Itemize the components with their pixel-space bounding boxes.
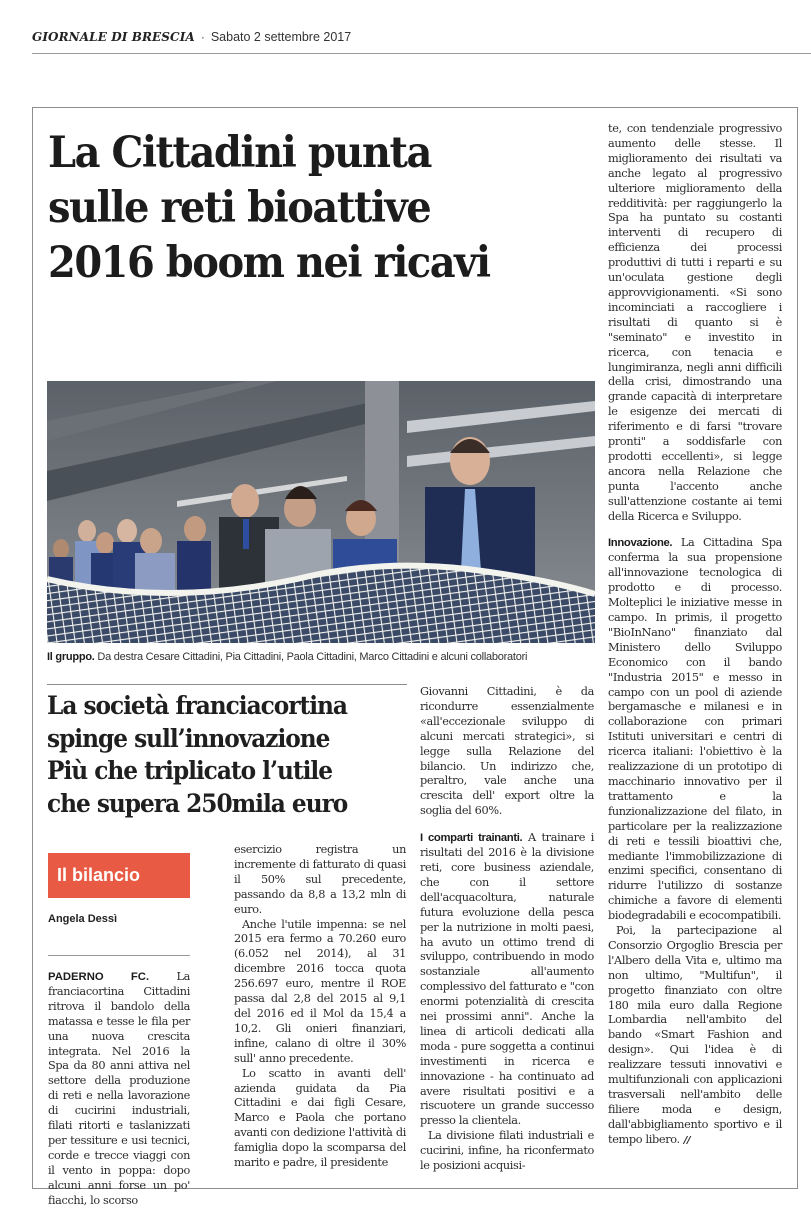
paragraph: [608, 536, 782, 924]
article-column-3: [420, 685, 594, 1174]
group-photo-illustration: [47, 381, 595, 643]
caption-label: Il gruppo.: [47, 651, 95, 663]
author-byline: Angela Dessì: [48, 913, 118, 925]
pillar: [365, 381, 399, 561]
article-column-1: [48, 970, 190, 1209]
article-headline: [48, 126, 560, 291]
paragraph: [420, 831, 594, 1129]
page-header: [32, 30, 811, 54]
article-column-2: [234, 843, 406, 1171]
newspaper-name: GIORNALE DI BRESCIA: [32, 30, 195, 44]
section-kicker: Innovazione.: [608, 537, 673, 550]
header-separator: ·: [200, 30, 205, 44]
paragraph: La divisione filati industriali e cucirini, infine, ha riconfermato le posizioni acquisi-: [420, 1129, 594, 1173]
subhead-line: Più che triplicato l’utile: [47, 756, 333, 785]
photo-caption: [47, 651, 607, 663]
divider: [48, 955, 190, 956]
dateline: PADERNO FC.: [48, 971, 150, 983]
section-kicker: I comparti trainanti.: [420, 832, 523, 845]
paragraph-text: La franciacortina Cittadini ritrova il bandolo della matassa e tesse le fila per una nuova crescita integrata. Nel 2016 la Spa da 80 anni attiva nel settore della produzione di reti e nella lavorazione di cucirini industriali, filati ritorti e taslanizzati per tessiture e usi tecnici, corde e trecce viaggi con il vento in poppa: dopo alcuni anni forse un po' fiacchi, lo scorso: [48, 970, 190, 1207]
spacer: [608, 524, 782, 536]
headline-line: 2016 boom nei ricavi: [48, 238, 490, 288]
spacer: [420, 819, 594, 831]
paragraph: esercizio registra un incremente di fatturato di quasi il 50% sul precedente, passando da 8,8 a 13,2 mln di euro.: [234, 843, 406, 916]
headline-line: sulle reti bioattive: [48, 183, 431, 233]
article-column-4: [608, 122, 782, 1149]
paragraph-text: A trainare i risultati del 2016 è la divisione reti, core business aziendale, che con il settore dell'acquacoltura, naturale futura evoluzione della pesca per la nutrizione in molti paesi, ha avuto un ottimo trend di sviluppo, contribuendo in modo sostanziale all'aumento complessivo del fatturato e "con enormi potenzialità di crescita nei prossimi anni". Anche la linea di articoli dedicati alla moda - pure soggetta a continui investimenti in ricerca e innovazione - ha continuato ad avere risultati positivi e a riscuotere un grande successo presso la clientela.: [420, 831, 594, 1128]
subhead-line: La società franciacortina: [47, 691, 347, 720]
publication-date: Sabato 2 settembre 2017: [210, 30, 352, 44]
paragraph: Giovanni Cittadini, è da ricondurre essenzialmente «all'eccezionale sviluppo di alcuni mercati strategici», si legge sulla Relazione del bilancio. Un indirizzo che, peraltro, vale anche una crescita dell' export oltre la soglia del 60%.: [420, 685, 594, 818]
headline-line: La Cittadini punta: [48, 128, 431, 178]
subhead-line: spinge sull’innovazione: [47, 723, 330, 753]
divider: [47, 684, 407, 685]
paragraph-text: Poi, la partecipazione al Consorzio Orgoglio Brescia per l'Albero della Vita e, ultimo ma non ultimo, "Multifun", il progetto finanziato con oltre 180 mila euro dalla Regione Lombardia nell'ambito del bando «Smart Fashion and design». Qui l'idea è di realizzare tessuti innovativi e multifunzionali con applicazioni trasversali nell'ambito delle filiere moda e design, dall'abbigliamento sportivo e il tempo libero.: [608, 924, 782, 1146]
paragraph: [48, 970, 190, 1209]
caption-text: Da destra Cesare Cittadini, Pia Cittadini, Paola Cittadini, Marco Cittadini e alcuni collaboratori: [94, 651, 528, 663]
paragraph: Lo scatto in avanti dell' azienda guidata da Pia Cittadini e dai figli Cesare, Marco e Paola che portano avanti con dedizione l'attività di famiglia dopo la scomparsa del marito e padre, il presidente: [234, 1066, 406, 1170]
article-photo: [47, 381, 595, 643]
paragraph: te, con tendenziale progressivo aumento delle stesse. Il miglioramento dei risultati va anche legato al progressivo ulteriore miglioramento della redditività: per raggiungerlo la Spa ha puntato su costanti interventi di recupero di efficienza dei processi produttivi di tutti i reparti e su un'oculata gestione degli approvvigionamenti. «Si sono incominciati a raccogliere i risultati di quanto si è "seminato" e investito in ricerca, con tenacia e lungimiranza, negli anni difficili della crisi, dimostrando una grande capacità di interpretare le esigenze dei mercati di riferimento e di farsi "trovare pronti" a soddisfarle con prodotti eccellenti», si legge ancora nella Relazione che punta l'accento anche sull'attenzione costante ai temi della Ricerca e Sviluppo.: [608, 122, 782, 523]
paragraph: [608, 924, 782, 1149]
section-badge: Il bilancio: [48, 853, 190, 898]
paragraph: Anche l'utile impenna: se nel 2015 era fermo a 70.260 euro (6.052 nel 2014), al 31 dicembre 2016 tocca quota 256.697 euro, mentre il ROE passa dal 2,8 del 2015 al 9,1 del 2016 ed il Mol da 15,4 a 10,2. Gli onieri finanziari, infine, calano di oltre il 30% sull' anno precedente.: [234, 917, 406, 1065]
end-mark: //: [683, 1134, 691, 1146]
article-subheadline: [47, 690, 391, 820]
subhead-line: che supera 250mila euro: [47, 788, 348, 818]
paragraph-text: La Cittadina Spa conferma la sua propensione all'innovazione tecnologica di prodotto e di processo. Molteplici le iniziative messe in campo. In primis, il progetto "BioInNano" finanziato dal Ministero dello Sviluppo Economico con il bando "Industria 2015" e messo in campo con un pool di aziende bergamasche e milanesi e in collaborazione con primari Istituti universitari e centri di ricerca italiani: l'obiettivo è la realizzazione di un prototipo di macchinario innovativo per il trattamento e la funzionalizzazione del filato, in particolare per la realizzazione di reti e tessili bioattivi che, mediante l'immobilizzazione di enzimi specifici, consentano di ridurre l'utilizzo di sostanze chimiche a favore di elementi biodegradabili e ecocompatibili.: [608, 536, 782, 923]
